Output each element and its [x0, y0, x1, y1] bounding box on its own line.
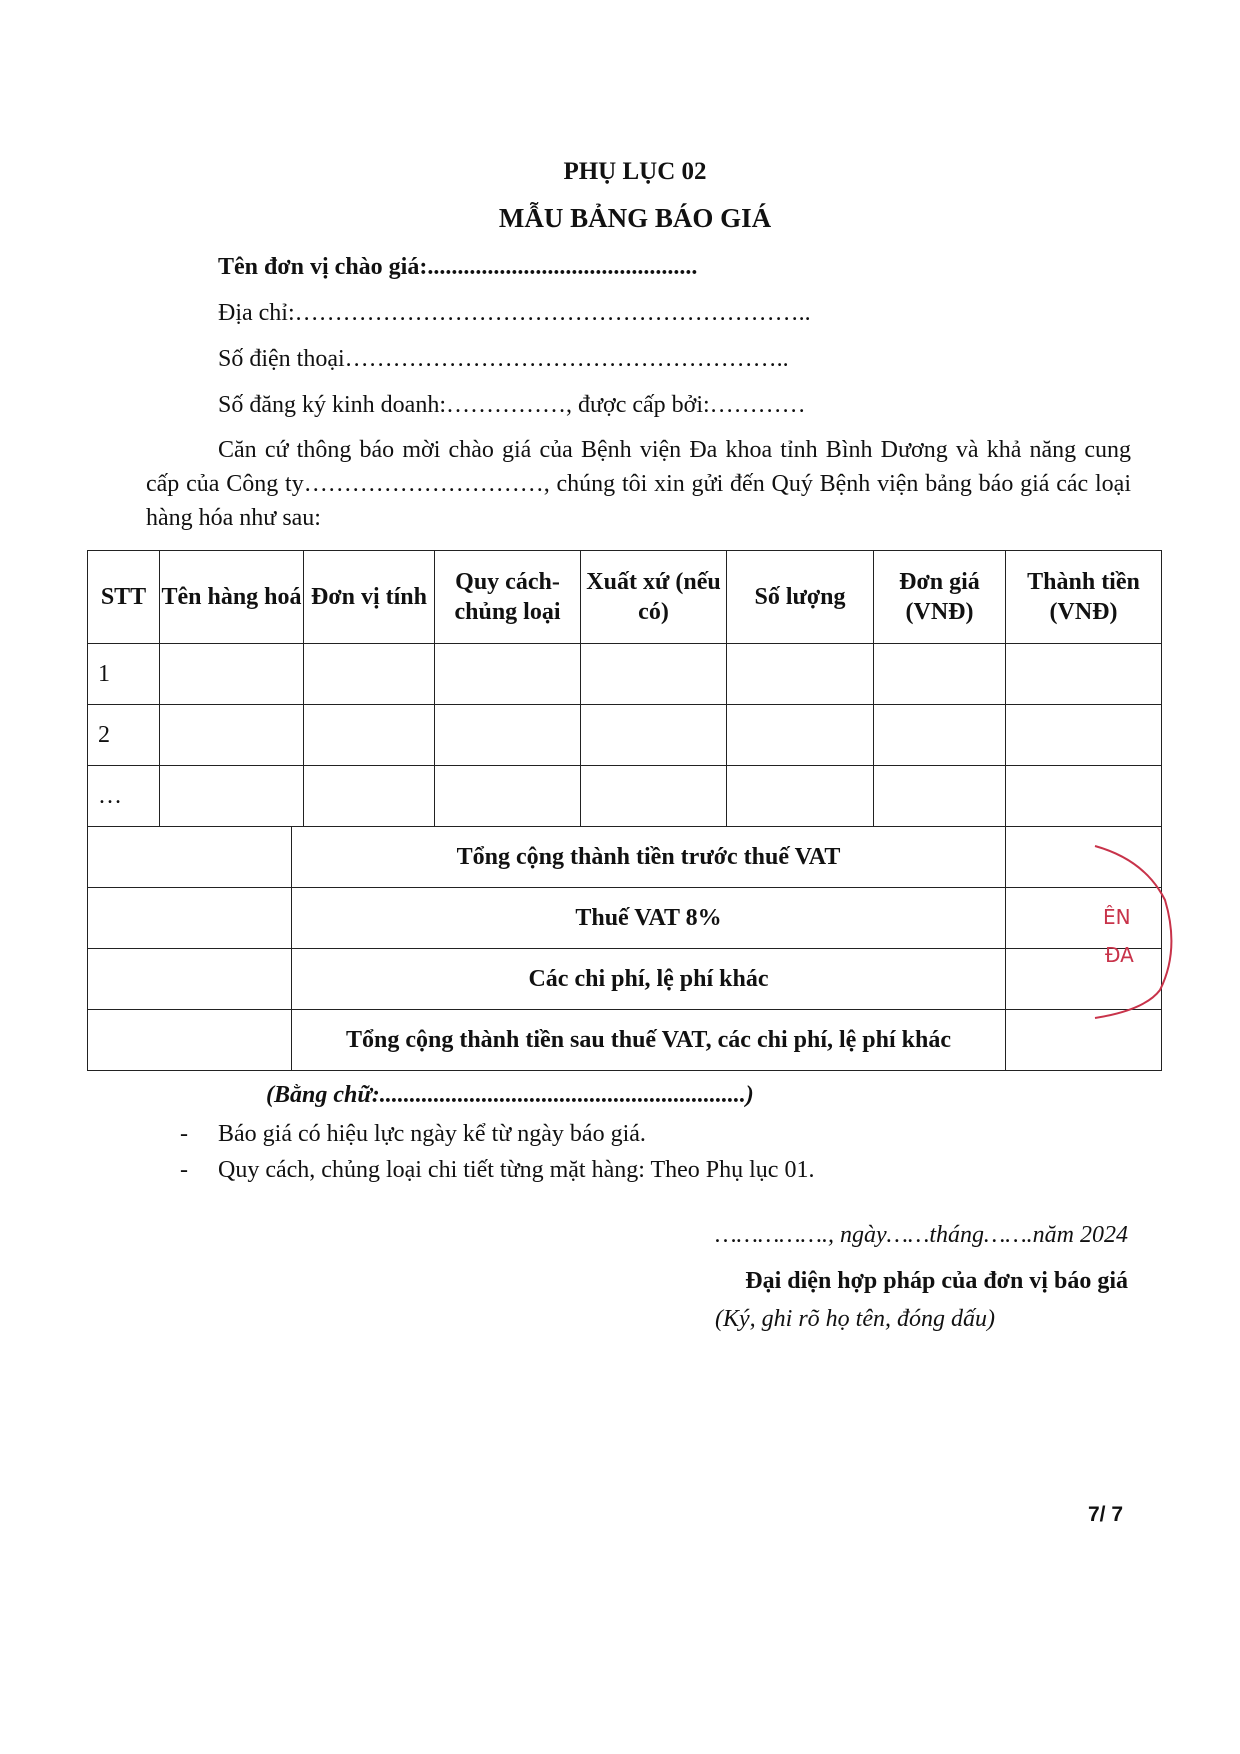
row-number: 2 — [88, 705, 160, 766]
business-registration-field: Số đăng ký kinh doanh:……………, được cấp bởi:………… — [218, 392, 806, 418]
table-cell — [727, 766, 874, 827]
header-quantity: Số lượng — [727, 551, 874, 644]
summary-blank-cell — [88, 827, 292, 888]
summary-blank-cell — [88, 949, 292, 1010]
address-field: Địa chỉ:……………………………………………………….. — [218, 300, 811, 326]
header-amount: Thành tiền (VNĐ) — [1006, 551, 1162, 644]
header-origin: Xuất xứ (nếu có) — [581, 551, 727, 644]
table-cell — [727, 644, 874, 705]
appendix-title: PHỤ LỤC 02 — [563, 158, 707, 185]
table-cell — [304, 705, 435, 766]
table-cell — [1006, 705, 1162, 766]
header-stt: STT — [88, 551, 160, 644]
intro-paragraph: Căn cứ thông báo mời chào giá của Bệnh viện Đa khoa tỉnh Bình Dương và khả năng cung cấp của Công ty…………………………, chúng tôi xin gửi đến Quý Bệnh viện bảng báo giá các loại hàng hóa như sau: — [146, 437, 1131, 531]
table-cell — [727, 705, 874, 766]
page-number: 7/ 7 — [1087, 1503, 1123, 1526]
table-cell — [874, 766, 1006, 827]
row-number: 1 — [88, 644, 160, 705]
phone-field: Số điện thoại……………………………………………….. — [218, 346, 789, 372]
summary-label-subtotal: Tổng cộng thành tiền trước thuế VAT — [292, 827, 1006, 888]
header-item-name: Tên hàng hoá — [160, 551, 304, 644]
note-item — [180, 1157, 814, 1184]
summary-blank-cell — [88, 888, 292, 949]
summary-label-other-fees: Các chi phí, lệ phí khác — [292, 949, 1006, 1010]
table-cell — [1006, 766, 1162, 827]
stamp-fragment-icon — [1085, 840, 1175, 1020]
summary-row — [88, 1010, 1162, 1071]
form-title: MẪU BẢNG BÁO GIÁ — [498, 203, 772, 233]
summary-row — [88, 888, 1162, 949]
table-cell — [581, 644, 727, 705]
row-number: … — [88, 766, 160, 827]
header-unit-price: Đơn giá (VNĐ) — [874, 551, 1006, 644]
table-cell — [160, 644, 304, 705]
table-row — [88, 705, 1162, 766]
table-cell — [435, 705, 581, 766]
table-cell — [581, 766, 727, 827]
header-specification: Quy cách- chủng loại — [435, 551, 581, 644]
table-cell — [435, 766, 581, 827]
date-line: ……………., ngày……tháng…….năm 2024 — [715, 1222, 1128, 1248]
note-validity: Báo giá có hiệu lực ngày kể từ ngày báo giá. — [218, 1121, 646, 1147]
company-name-field: Tên đơn vị chào giá:............................................. — [218, 254, 698, 280]
table-cell — [304, 644, 435, 705]
table-cell — [874, 644, 1006, 705]
quotation-table — [87, 550, 1162, 827]
table-cell — [304, 766, 435, 827]
signature-note: (Ký, ghi rõ họ tên, đóng dấu) — [715, 1306, 995, 1332]
summary-row — [88, 827, 1162, 888]
summary-row — [88, 949, 1162, 1010]
table-cell — [160, 766, 304, 827]
note-specification: Quy cách, chủng loại chi tiết từng mặt hàng: Theo Phụ lục 01. — [218, 1157, 815, 1183]
bullet-dash: - — [180, 1157, 188, 1183]
legal-representative: Đại diện hợp pháp của đơn vị báo giá — [745, 1268, 1128, 1294]
header-row — [88, 551, 1162, 644]
amount-in-words: (Bằng chữ:.............................................................) — [266, 1082, 754, 1108]
stamp-text-2: ĐA — [1105, 943, 1134, 967]
summary-label-grand-total: Tổng cộng thành tiền sau thuế VAT, các chi phí, lệ phí khác — [292, 1010, 1006, 1071]
bullet-dash: - — [180, 1121, 188, 1147]
table-cell — [581, 705, 727, 766]
note-item — [180, 1121, 646, 1148]
header-unit: Đơn vị tính — [304, 551, 435, 644]
table-row — [88, 766, 1162, 827]
table-cell — [1006, 644, 1162, 705]
summary-label-vat: Thuế VAT 8% — [292, 888, 1006, 949]
table-cell — [435, 644, 581, 705]
table-row — [88, 644, 1162, 705]
table-cell — [874, 705, 1006, 766]
stamp-text-1: ÊN — [1103, 905, 1131, 929]
table-cell — [160, 705, 304, 766]
summary-blank-cell — [88, 1010, 292, 1071]
summary-table — [87, 826, 1162, 1071]
